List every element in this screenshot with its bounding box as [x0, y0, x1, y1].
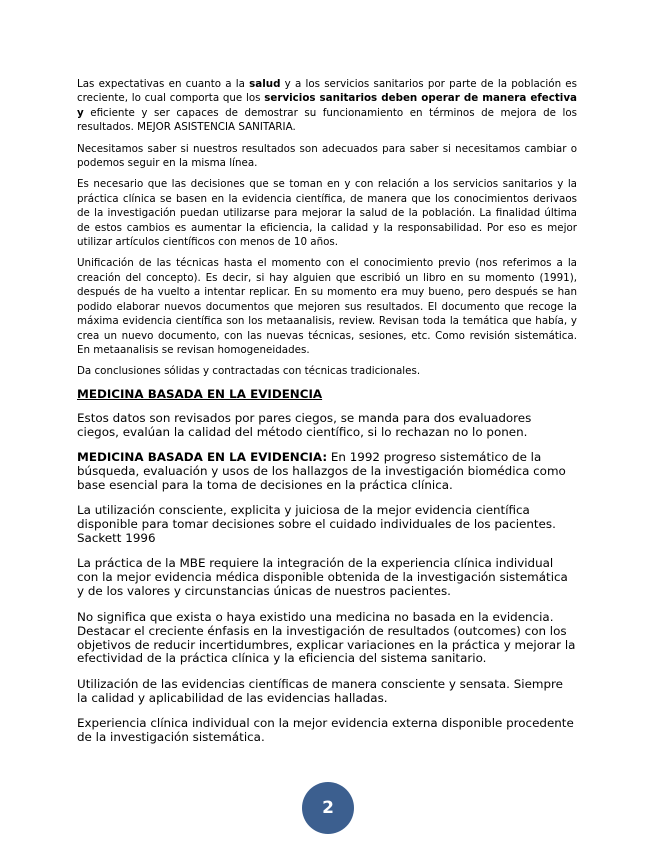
text-run: y a los servicios sanitarios por parte de la población es creciente, lo cual comporta que los: [77, 78, 578, 105]
section-paragraph-6: Utilización de las evidencias científicas de manera consciente y sensata. Siempre la calidad y aplicabilidad de las evidencias halladas.: [77, 676, 563, 705]
section-paragraph-2: [77, 451, 577, 493]
bold-run: servicios sanitarios deben operar de manera efectiva y: [77, 92, 577, 119]
document-page: [77, 77, 577, 756]
text-run: En 1992 progreso sistemático de la búsqueda, evaluación y usos de los hallazgos de la investigación biomédica como base esencial para la toma de decisiones en la práctica clínica.: [77, 450, 566, 492]
page-number-badge: 2: [302, 782, 354, 834]
text-run: Las expectativas en cuanto a la: [77, 78, 250, 90]
bold-run: salud: [249, 78, 281, 90]
text-run: eficiente y ser capaces de demostrar su funcionamiento en términos de mejora de los resultados. MEJOR ASISTENCIA SANITARIA.: [77, 106, 577, 134]
intro-paragraph-3: Es necesario que las decisiones que se toman en y con relación a los servicios sanitarios y la práctica clínica se basen en la evidencia científica, de manera que los conocimientos derivaos de la investigación puedan utilizarse para mejorar la salud de la población. La finalidad última de estos cambios es aumentar la eficiencia, la calidad y la responsabilidad. Por eso es mejor utilizar artículos científicos con menos de 10 años.: [77, 178, 577, 249]
section-paragraph-7: Experiencia clínica individual con la mejor evidencia externa disponible procedente de la investigación sistemática.: [77, 716, 574, 745]
intro-paragraph-5: Da conclusiones sólidas y contractadas con técnicas tradicionales.: [77, 365, 421, 378]
intro-paragraph-2: Necesitamos saber si nuestros resultados son adecuados para saber si necesitamos cambiar o podemos seguir en la misma línea.: [77, 142, 577, 170]
section-paragraph-4: La práctica de la MBE requiere la integración de la experiencia clínica individual con la mejor evidencia médica disponible obtenida de la investigación sistemática y de los valores y circunstancias únicas de nuestros pacientes.: [77, 556, 568, 599]
intro-paragraph-1: [77, 77, 577, 135]
section-paragraph-1: Estos datos son revisados por pares ciegos, se manda para dos evaluadores ciegos, evalúan la calidad del método científico, si lo rechazan no lo ponen.: [77, 410, 532, 439]
section-heading: MEDICINA BASADA EN LA EVIDENCIA: [77, 386, 323, 401]
bold-run: MEDICINA BASADA EN LA EVIDENCIA:: [77, 450, 328, 465]
intro-paragraph-4: Unificación de las técnicas hasta el momento con el conocimiento previo (nos referimos a la creación del concepto). Es decir, si hay alguien que escribió un libro en su momento (1991), después de ha vuelto a intentar replicar. En su momento era muy bueno, pero después se han podido elaborar nuevos documentos que mejoren sus resultados. El documento que recoge la máxima evidencia científica son los metaanalisis, review. Revisan toda la temática que había, y crea un nuevo documento, con las nuevas técnicas, sesiones, etc. Como revisión sistemática. En metaanalisis se revisan homogeneidades.: [77, 257, 577, 356]
section-paragraph-3: La utilización consciente, explicita y juiciosa de la mejor evidencia científica disponible para tomar decisiones sobre el cuidado individuales de los pacientes. Sackett 1996: [77, 503, 556, 546]
section-paragraph-5: No significa que exista o haya existido una medicina no basada en la evidencia. Destacar el creciente énfasis en la investigación de resultados (outcomes) con los objetivos de reducir incertidumbres, explicar variaciones en la práctica y mejorar la efectividad de la práctica clínica y la eficiencia del sistema sanitario.: [77, 609, 576, 666]
